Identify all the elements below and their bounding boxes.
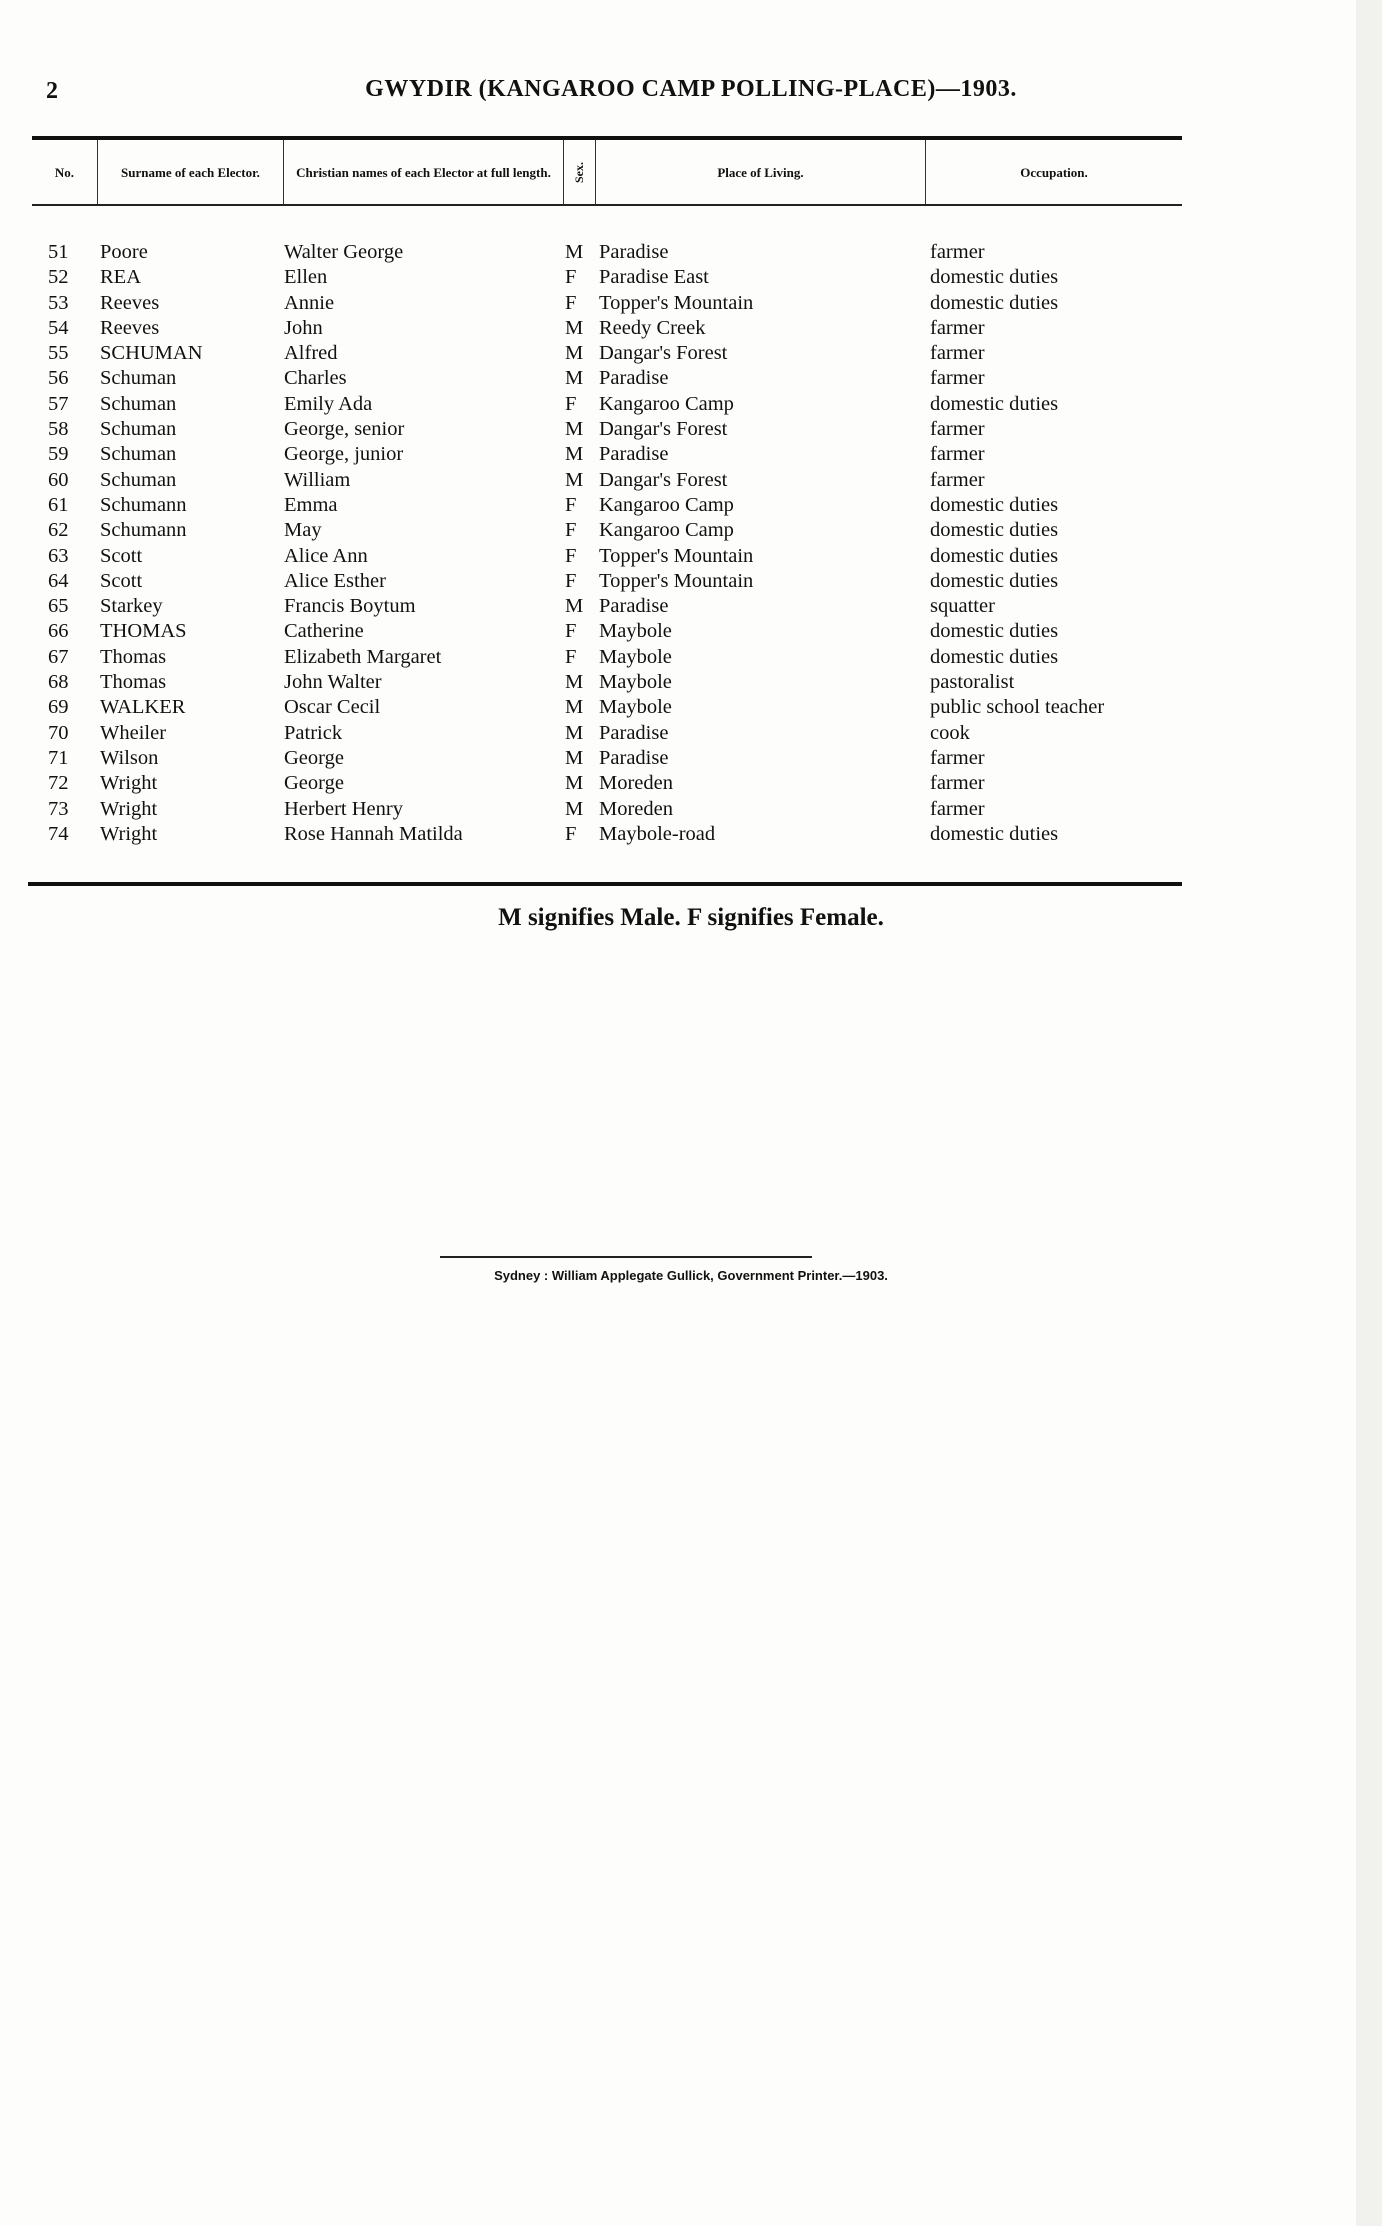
elector-sex: M [565, 443, 584, 466]
page-edge [1356, 0, 1382, 2226]
elector-occupation: cook [930, 721, 970, 744]
elector-place-of-living: Topper's Mountain [599, 569, 754, 592]
elector-place-of-living: Paradise [599, 595, 669, 618]
header-bottom-rule [32, 204, 1182, 206]
elector-sex: F [565, 569, 577, 592]
elector-place-of-living: Paradise [599, 746, 669, 769]
elector-surname: Schuman [100, 443, 177, 466]
elector-occupation: domestic duties [930, 620, 1059, 643]
table-row [32, 569, 1182, 594]
elector-christian-names: May [284, 519, 322, 542]
elector-place-of-living: Kangaroo Camp [599, 493, 734, 516]
elector-surname: Wright [100, 797, 158, 820]
elector-surname: Thomas [100, 645, 167, 668]
elector-christian-names: Ellen [284, 266, 328, 289]
elector-occupation: farmer [930, 443, 985, 466]
elector-surname: Poore [100, 241, 148, 263]
elector-number: 59 [48, 443, 69, 466]
elector-occupation: domestic duties [930, 493, 1059, 516]
elector-place-of-living: Reedy Creek [599, 316, 706, 339]
elector-place-of-living: Paradise [599, 241, 669, 263]
elector-surname: Scott [100, 544, 143, 567]
elector-surname: Wright [100, 772, 158, 795]
table-row [32, 316, 1182, 341]
elector-number: 57 [48, 392, 69, 415]
elector-place-of-living: Dangar's Forest [599, 418, 728, 441]
elector-occupation: pastoralist [930, 671, 1015, 694]
elector-sex: M [565, 772, 584, 795]
elector-surname: Schuman [100, 418, 177, 441]
header-no: No. [32, 140, 98, 204]
header-sex-label: Sex. [572, 161, 586, 183]
elector-surname: Thomas [100, 671, 167, 694]
elector-surname: Schuman [100, 367, 177, 390]
electors-list [32, 240, 1182, 847]
elector-sex: F [565, 291, 577, 314]
elector-sex: M [565, 367, 584, 390]
page-number: 2 [46, 78, 58, 104]
elector-surname: Starkey [100, 595, 163, 618]
elector-place-of-living: Maybole-road [599, 822, 716, 845]
elector-occupation: farmer [930, 772, 985, 795]
elector-surname: Schumann [100, 519, 187, 542]
elector-occupation: domestic duties [930, 392, 1059, 415]
elector-place-of-living: Maybole [599, 620, 672, 643]
elector-sex: M [565, 696, 584, 719]
elector-occupation: domestic duties [930, 645, 1059, 668]
header-sex [564, 140, 596, 204]
elector-christian-names: John [284, 316, 323, 339]
elector-number: 67 [48, 645, 69, 668]
elector-sex: F [565, 822, 577, 845]
elector-sex: F [565, 519, 577, 542]
elector-christian-names: Alfred [284, 342, 338, 365]
table-row [32, 341, 1182, 366]
elector-occupation: farmer [930, 418, 985, 441]
table-row [32, 442, 1182, 467]
table-row [32, 746, 1182, 771]
elector-number: 66 [48, 620, 69, 643]
elector-surname: Wright [100, 822, 158, 845]
elector-occupation: domestic duties [930, 291, 1059, 314]
elector-occupation: public school teacher [930, 696, 1105, 719]
table-row [32, 518, 1182, 543]
elector-sex: M [565, 746, 584, 769]
elector-place-of-living: Dangar's Forest [599, 342, 728, 365]
table-row [32, 594, 1182, 619]
table-row [32, 468, 1182, 493]
elector-christian-names: Walter George [284, 241, 404, 263]
elector-christian-names: Annie [284, 291, 335, 314]
elector-place-of-living: Kangaroo Camp [599, 519, 734, 542]
elector-number: 72 [48, 772, 69, 795]
sex-legend: M signifies Male. F signifies Female. [498, 904, 884, 931]
elector-christian-names: Elizabeth Margaret [284, 645, 442, 668]
table-row [32, 721, 1182, 746]
elector-occupation: farmer [930, 468, 985, 491]
elector-number: 70 [48, 721, 69, 744]
elector-surname: SCHUMAN [100, 342, 203, 365]
elector-sex: M [565, 595, 584, 618]
table-row [32, 392, 1182, 417]
elector-number: 55 [48, 342, 69, 365]
elector-sex: F [565, 620, 577, 643]
elector-place-of-living: Topper's Mountain [599, 291, 754, 314]
table-row [32, 797, 1182, 822]
elector-christian-names: George [284, 746, 344, 769]
elector-surname: Wheiler [100, 721, 167, 744]
elector-sex: F [565, 493, 577, 516]
elector-christian-names: Oscar Cecil [284, 696, 381, 719]
elector-place-of-living: Maybole [599, 671, 672, 694]
elector-place-of-living: Moreden [599, 797, 674, 820]
elector-occupation: squatter [930, 595, 995, 618]
elector-place-of-living: Paradise [599, 367, 669, 390]
elector-occupation: domestic duties [930, 519, 1059, 542]
elector-sex: M [565, 468, 584, 491]
elector-sex: F [565, 392, 577, 415]
elector-place-of-living: Paradise [599, 443, 669, 466]
elector-christian-names: Herbert Henry [284, 797, 403, 820]
elector-occupation: farmer [930, 316, 985, 339]
elector-sex: M [565, 721, 584, 744]
elector-number: 65 [48, 595, 69, 618]
elector-place-of-living: Kangaroo Camp [599, 392, 734, 415]
elector-surname: Schumann [100, 493, 187, 516]
page-title: GWYDIR (KANGAROO CAMP POLLING-PLACE)—1903. [365, 76, 1017, 102]
elector-place-of-living: Topper's Mountain [599, 544, 754, 567]
elector-occupation: farmer [930, 367, 985, 390]
elector-number: 73 [48, 797, 69, 820]
printer-imprint: Sydney : William Applegate Gullick, Government Printer.—1903. [494, 1268, 888, 1283]
elector-occupation: farmer [930, 241, 985, 263]
elector-christian-names: Rose Hannah Matilda [284, 822, 463, 845]
elector-occupation: farmer [930, 342, 985, 365]
elector-occupation: domestic duties [930, 822, 1059, 845]
elector-christian-names: Charles [284, 367, 347, 390]
elector-christian-names: Patrick [284, 721, 343, 744]
elector-number: 60 [48, 468, 69, 491]
elector-surname: Schuman [100, 392, 177, 415]
header-surname: Surname of each Elector. [98, 140, 284, 204]
table-row [32, 771, 1182, 796]
elector-number: 58 [48, 418, 69, 441]
elector-christian-names: Alice Ann [284, 544, 368, 567]
table-row [32, 366, 1182, 391]
elector-surname: REA [100, 266, 141, 289]
table-row [32, 645, 1182, 670]
elector-place-of-living: Paradise East [599, 266, 709, 289]
elector-number: 61 [48, 493, 69, 516]
elector-sex: M [565, 797, 584, 820]
elector-number: 54 [48, 316, 69, 339]
elector-occupation: farmer [930, 797, 985, 820]
header-christian-names: Christian names of each Elector at full length. [284, 140, 564, 204]
elector-number: 52 [48, 266, 69, 289]
elector-occupation: domestic duties [930, 569, 1059, 592]
elector-place-of-living: Moreden [599, 772, 674, 795]
elector-christian-names: George, senior [284, 418, 405, 441]
elector-sex: F [565, 645, 577, 668]
elector-number: 68 [48, 671, 69, 694]
elector-sex: F [565, 544, 577, 567]
elector-surname: Reeves [100, 291, 160, 314]
elector-number: 71 [48, 746, 69, 769]
elector-place-of-living: Maybole [599, 696, 672, 719]
elector-surname: Schuman [100, 468, 177, 491]
table-bottom-rule [28, 882, 1182, 886]
elector-place-of-living: Maybole [599, 645, 672, 668]
table-row [32, 822, 1182, 847]
elector-christian-names: Alice Esther [284, 569, 386, 592]
elector-sex: M [565, 342, 584, 365]
elector-number: 69 [48, 696, 69, 719]
table-row [32, 417, 1182, 442]
elector-place-of-living: Dangar's Forest [599, 468, 728, 491]
table-row [32, 240, 1182, 265]
elector-sex: M [565, 671, 584, 694]
table-row [32, 493, 1182, 518]
elector-christian-names: Catherine [284, 620, 364, 643]
elector-sex: M [565, 241, 584, 263]
elector-christian-names: Emily Ada [284, 392, 373, 415]
elector-sex: M [565, 316, 584, 339]
elector-number: 74 [48, 822, 69, 845]
elector-surname: THOMAS [100, 620, 187, 643]
elector-christian-names: William [284, 468, 351, 491]
elector-christian-names: George, junior [284, 443, 404, 466]
elector-number: 62 [48, 519, 69, 542]
elector-occupation: domestic duties [930, 266, 1059, 289]
elector-occupation: farmer [930, 746, 985, 769]
table-row [32, 619, 1182, 644]
table-row [32, 544, 1182, 569]
elector-christian-names: George [284, 772, 344, 795]
header-place: Place of Living. [596, 140, 926, 204]
elector-number: 63 [48, 544, 69, 567]
table-row [32, 291, 1182, 316]
elector-sex: F [565, 266, 577, 289]
table-row [32, 265, 1182, 290]
elector-christian-names: Francis Boytum [284, 595, 416, 618]
table-row [32, 670, 1182, 695]
elector-surname: Wilson [100, 746, 159, 769]
elector-number: 64 [48, 569, 69, 592]
elector-surname: Reeves [100, 316, 160, 339]
elector-number: 51 [48, 241, 69, 263]
elector-surname: Scott [100, 569, 143, 592]
table-header [32, 140, 1182, 204]
elector-occupation: domestic duties [930, 544, 1059, 567]
elector-christian-names: Emma [284, 493, 338, 516]
elector-surname: WALKER [100, 696, 186, 719]
header-occupation: Occupation. [1020, 164, 1088, 180]
elector-sex: M [565, 418, 584, 441]
elector-number: 53 [48, 291, 69, 314]
imprint-rule [440, 1256, 812, 1258]
elector-place-of-living: Paradise [599, 721, 669, 744]
elector-number: 56 [48, 367, 69, 390]
table-row [32, 695, 1182, 720]
elector-christian-names: John Walter [284, 671, 382, 694]
